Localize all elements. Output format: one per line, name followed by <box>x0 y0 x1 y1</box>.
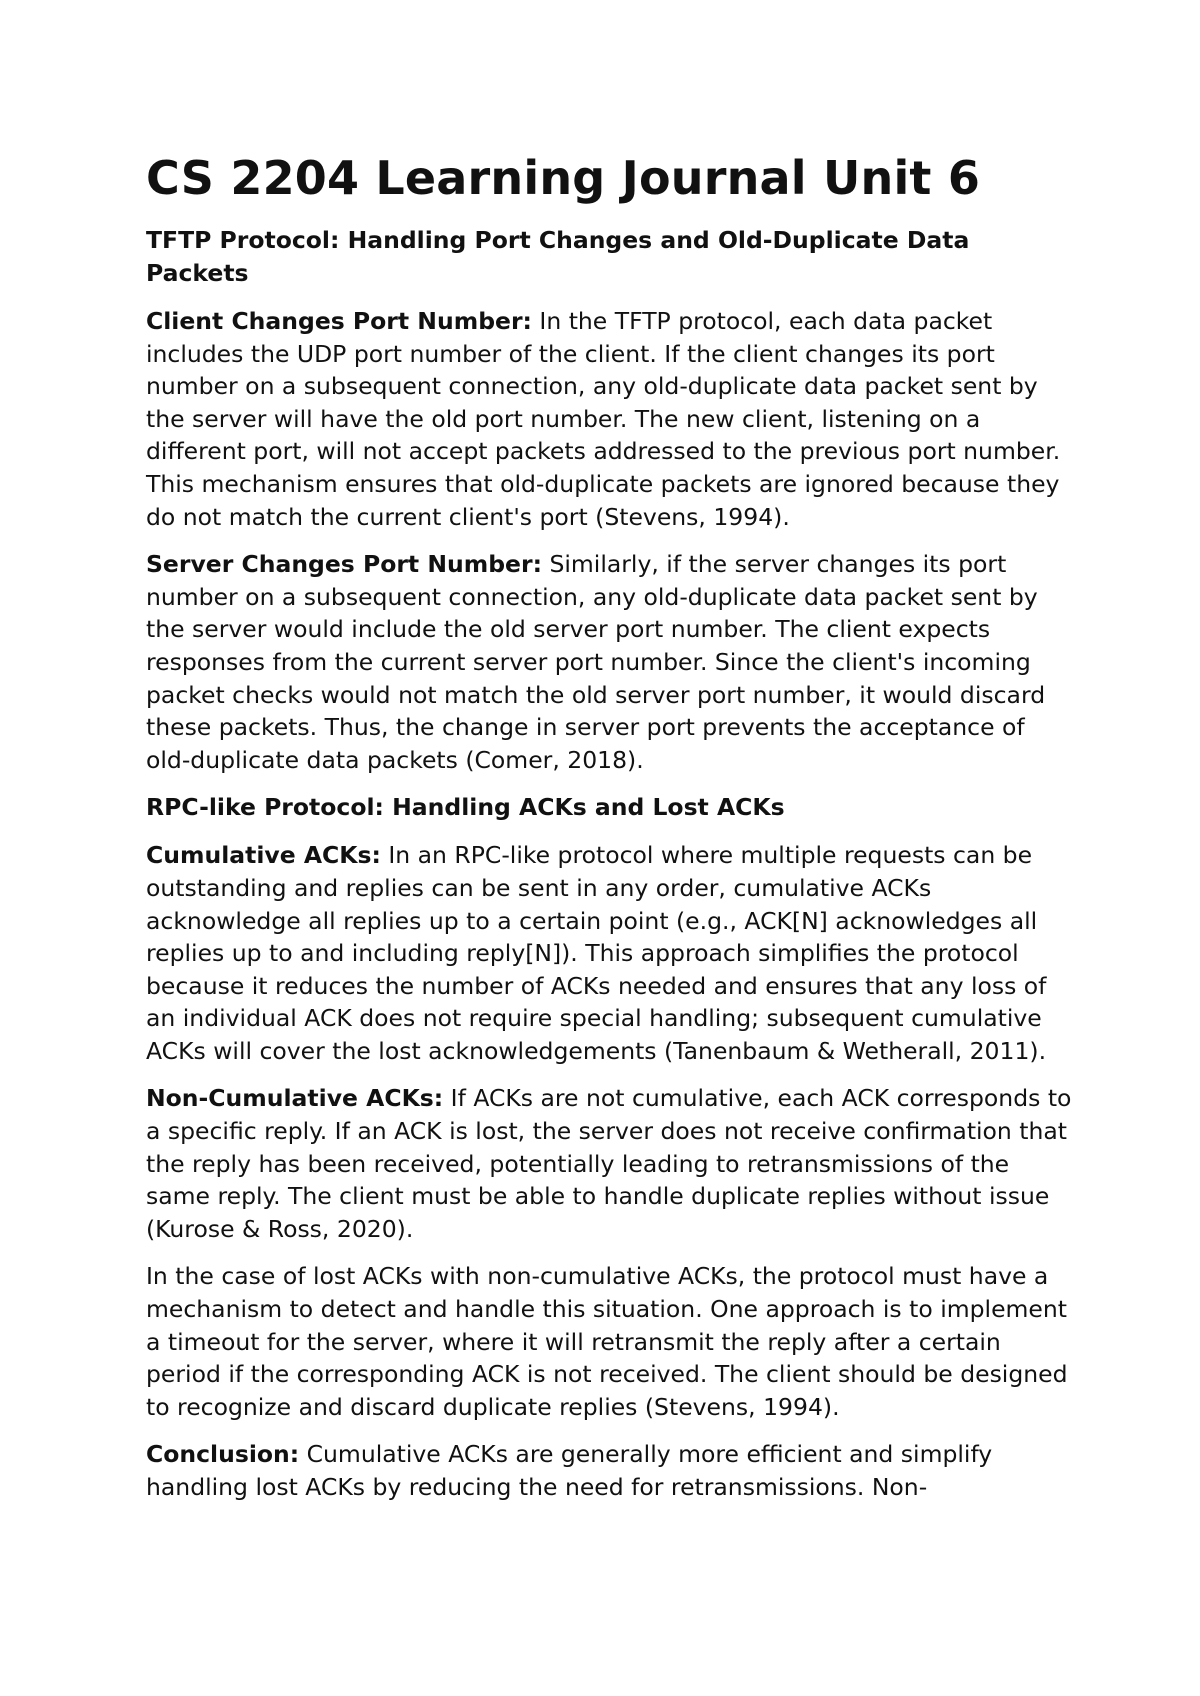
paragraph-lead: Client Changes Port Number: <box>146 307 532 335</box>
paragraph-lead: Cumulative ACKs: <box>146 841 381 870</box>
paragraph-text: In an RPC-like protocol where multiple requests can be outstanding and replies can be sent in any order, cumulative ACKs acknowledge all replies up to a certain point (e.g., ACK[N] acknowledges all replies up to and including reply[N]). This approach simplifies the protocol because it reduces the number of ACKs needed and ensures that any loss of an individual ACK does not require special handling; subsequent cumulative ACKs will cover the lost acknowledgements (Tanenbaum & Wetherall, 2011). <box>146 841 1047 1065</box>
paragraph-conclusion <box>146 1438 1076 1503</box>
document-page <box>146 150 1076 1519</box>
paragraph-text: Cumulative ACKs are generally more efficient and simplify handling lost ACKs by reducing the need for retransmissions. Non- <box>146 1440 993 1501</box>
paragraph-lost-acks <box>146 1260 1076 1423</box>
section-heading-tftp: TFTP Protocol: Handling Port Changes and Old-Duplicate Data Packets <box>146 226 970 287</box>
paragraph-lead: Conclusion: <box>146 1440 300 1469</box>
paragraph-server-port <box>146 548 1076 776</box>
paragraph-text: If ACKs are not cumulative, each ACK corresponds to a specific reply. If an ACK is lost, the server does not receive confirmation that the reply has been received, potentially leading to retransmissions of the same reply. The client must be able to handle duplicate replies without issue (Kurose & Ross, 2020). <box>146 1084 1072 1243</box>
paragraph-non-cumulative-acks <box>146 1082 1076 1245</box>
section-heading-rpc: RPC-like Protocol: Handling ACKs and Lost ACKs <box>146 793 785 822</box>
paragraph-lead: Server Changes Port Number: <box>146 550 542 579</box>
paragraph-text: Similarly, if the server changes its port number on a subsequent connection, any old-duplicate data packet sent by the server would include the old server port number. The client expects responses from the current server port number. Since the client's incoming packet checks would not match the old server port number, it would discard these packets. Thus, the change in server port prevents the acceptance of old-duplicate data packets (Comer, 2018). <box>146 550 1046 774</box>
paragraph-cumulative-acks <box>146 839 1076 1067</box>
paragraph-client-port <box>146 305 1076 533</box>
paragraph-lead: Non-Cumulative ACKs: <box>146 1084 444 1113</box>
paragraph-text: In the case of lost ACKs with non-cumulative ACKs, the protocol must have a mechanism to detect and handle this situation. One approach is to implement a timeout for the server, where it will retransmit the reply after a certain period if the corresponding ACK is not received. The client should be designed to recognize and discard duplicate replies (Stevens, 1994). <box>146 1262 1068 1421</box>
document-title: CS 2204 Learning Journal Unit 6 <box>146 151 981 205</box>
paragraph-text: In the TFTP protocol, each data packet includes the UDP port number of the client. If the client changes its port number on a subsequent connection, any old-duplicate data packet sent by the server will have the old port number. The new client, listening on a different port, will not accept packets addressed to the previous port number. This mechanism ensures that old-duplicate packets are ignored because they do not match the current client's port (Stevens, 1994). <box>146 307 1061 531</box>
